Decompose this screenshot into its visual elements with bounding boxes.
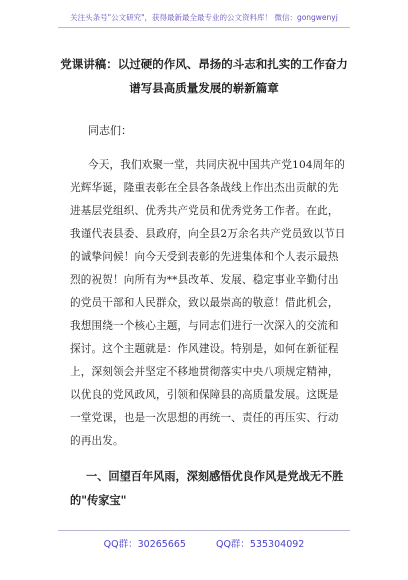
page-footer [0, 536, 408, 550]
body-line: 探讨。这个主题就是：作风建设。特别是，如何在新征程 [70, 343, 339, 355]
body-line: 我谨代表县委、县政府，向全县2万余名共产党员致以节日 [70, 228, 346, 240]
body-line: 今天，我们欢聚一堂，共同庆祝中国共产党104周年的 [88, 159, 346, 171]
body-line: 烈的祝贺！向所有为**县改革、发展、稳定事业辛勤付出 [70, 274, 339, 286]
body-line: 的再出发。 [70, 435, 124, 447]
page-header: 关注头条号"公文研究"，获得最新最全最专业的公文资料库！ 微信：gongwenyj [70, 13, 338, 22]
body-line: 一堂党课，也是一次思想的再统一、责任的再压实、行动 [70, 412, 339, 424]
section-heading-line-2: 的"传家宝" [70, 494, 127, 507]
body-line: 进基层党组织、优秀共产党员和优秀党务工作者。在此， [70, 205, 339, 217]
section-heading-line-1: 一、回望百年风雨，深刻感悟优良作风是党战无不胜 [86, 470, 344, 483]
document-title-line-2: 谱写县高质量发展的崭新篇章 [129, 81, 279, 95]
document-title-line-1: 党课讲稿：以过硬的作风、昂扬的斗志和扎实的工作奋力 [60, 57, 348, 71]
footer-qq-group-1: QQ群：30265665 [103, 539, 186, 550]
body-line: 的党员干部和人民群众，致以最崇高的敬意！借此机会， [70, 297, 339, 309]
body-line: 我想围绕一个核心主题，与同志们进行一次深入的交流和 [70, 320, 339, 332]
footer-qq-group-2: QQ群：535304092 [215, 539, 305, 550]
greeting: 同志们： [88, 124, 132, 137]
footer-divider [58, 530, 350, 531]
body-line: 的诚挚问候！向今天受到表彰的先进集体和个人表示最热 [70, 251, 339, 263]
body-line: 以优良的党风政风，引领和保障县的高质量发展。这既是 [70, 389, 339, 401]
body-line: 上，深刻领会并坚定不移地贯彻落实中央八项规定精神， [70, 366, 339, 378]
body-line: 光辉华诞，隆重表彰在全县各条战线上作出杰出贡献的先 [70, 182, 339, 194]
header-divider [58, 27, 350, 28]
